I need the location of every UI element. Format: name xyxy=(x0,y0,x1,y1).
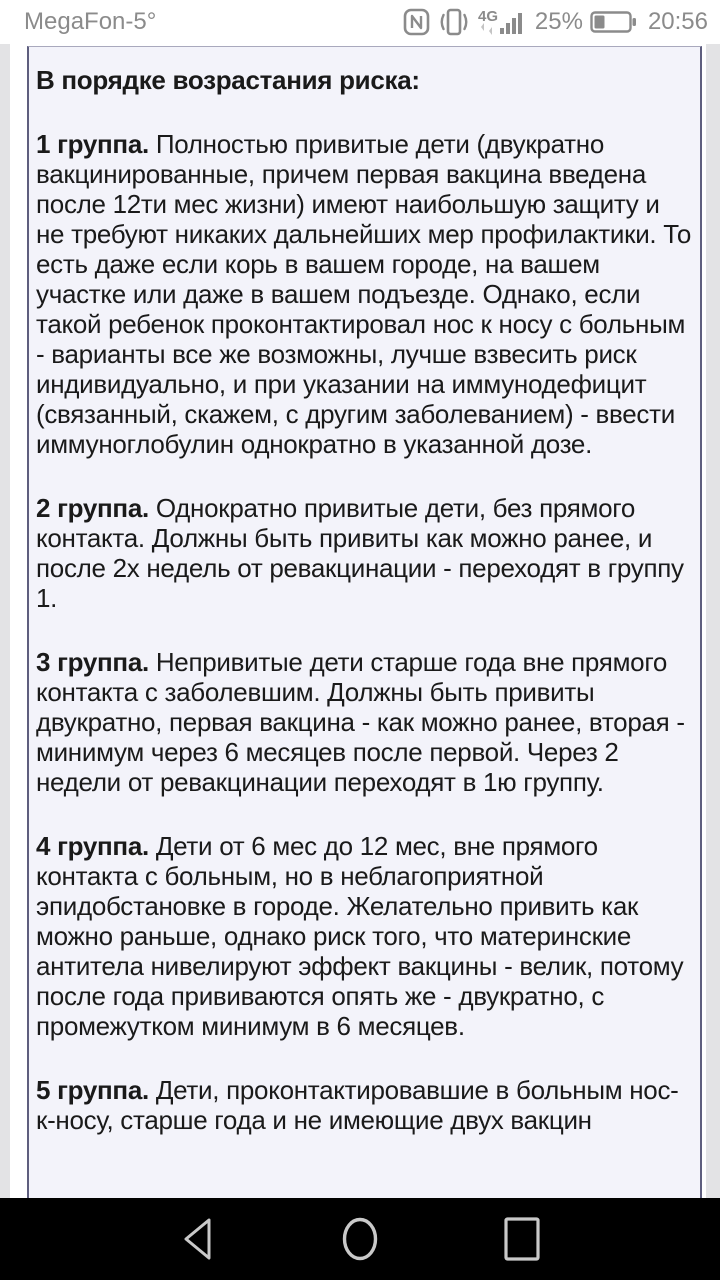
risk-group-paragraph xyxy=(36,129,692,459)
status-bar-right xyxy=(403,7,708,37)
risk-group-paragraph xyxy=(36,831,692,1041)
article-body xyxy=(36,129,692,1135)
back-button[interactable] xyxy=(173,1214,223,1264)
article-heading: В порядке возрастания риска: xyxy=(36,65,420,95)
temperature-label: -5° xyxy=(125,8,157,35)
risk-group-paragraph xyxy=(36,493,692,613)
group-label: 1 группа. xyxy=(36,129,149,159)
android-nav-bar xyxy=(0,1198,720,1280)
group-text: Полностью привитые дети (двукратно вакцинированные, причем первая вакцина введена после 12ти мес жизни) имеют наибольшую защиту и не требуют никаких дальнейших мер профилактики. То есть даже если корь в вашем городе, на вашем участке или даже в вашем подъезде. Однако, если такой ребенок проконтактировал нос к носу с больным - варианты все же возможны, лучше взвесить риск индивидуально, и при указании на иммунодефицит (связанный, скажем, с другим заболеванием) - ввести иммуноглобулин однократно в указанной дозе. xyxy=(36,129,691,459)
status-bar-left xyxy=(24,8,156,36)
group-text: Непривитые дети старше года вне прямого контакта с заболевшим. Должны быть привиты двукратно, первая вакцина - как можно ранее, вторая - минимум через 6 месяцев после первой. Через 2 недели от ревакцинации переходят в 1ю группу. xyxy=(36,647,685,797)
back-icon xyxy=(176,1215,220,1263)
group-label: 4 группа. xyxy=(36,831,149,861)
vibrate-icon xyxy=(437,7,471,37)
risk-group-paragraph xyxy=(36,1075,692,1135)
recents-icon xyxy=(502,1215,542,1263)
recents-button[interactable] xyxy=(497,1214,547,1264)
page-column xyxy=(10,44,706,1198)
battery-icon xyxy=(590,10,637,34)
home-icon xyxy=(340,1215,380,1263)
group-label: 3 группа. xyxy=(36,647,149,677)
status-bar xyxy=(0,0,720,44)
home-button[interactable] xyxy=(335,1214,385,1264)
clock-label: 20:56 xyxy=(647,8,708,35)
content-area[interactable] xyxy=(0,44,720,1198)
group-text: Дети от 6 мес до 12 мес, вне прямого контакта с больным, но в неблагоприятной эпидобстановке в городе. Желательно привить как можно раньше, однако риск того, что материнские антитела нивелируют эффект вакцины - велик, потому после года прививаются опять же - двукратно, с промежутком минимум в 6 месяцев. xyxy=(36,831,684,1041)
network-signal-icon xyxy=(478,7,526,37)
group-text: Дети, проконтактировавшие в больным нос-к-носу, старше года и не имеющие двух вакцин xyxy=(36,1075,679,1135)
nfc-icon xyxy=(403,7,430,37)
network-type-glyph: 4G xyxy=(477,8,498,25)
quote-box xyxy=(27,46,702,1198)
carrier-label: MegaFon xyxy=(24,8,126,35)
battery-percent-label: 25% xyxy=(534,8,583,35)
group-text: Однократно привитые дети, без прямого контакта. Должны быть привиты как можно ранее, и после 2х недель от ревакцинации - переходят в группу 1. xyxy=(36,493,684,613)
group-label: 2 группа. xyxy=(36,493,149,523)
risk-group-paragraph xyxy=(36,647,692,797)
group-label: 5 группа. xyxy=(36,1075,149,1105)
